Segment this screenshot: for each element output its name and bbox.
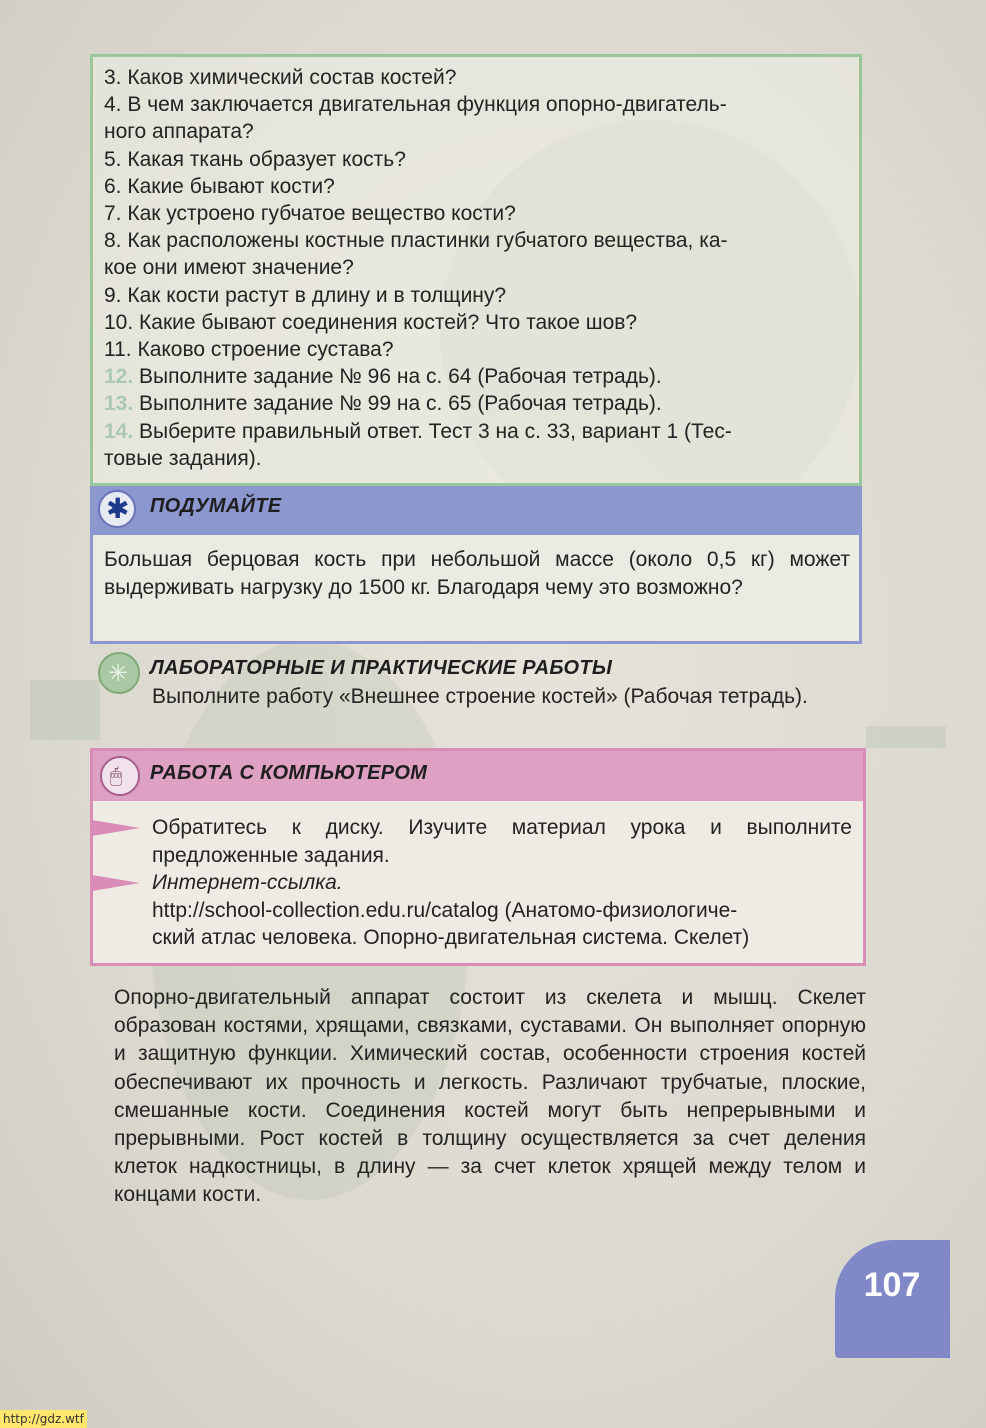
background-strip bbox=[866, 726, 946, 748]
page-number: 107 bbox=[863, 1266, 921, 1304]
question-item bbox=[104, 64, 854, 91]
question-text: Как расположены костные пластинки губчатого вещества, ка- bbox=[121, 229, 728, 253]
background-strip bbox=[30, 680, 100, 740]
question-item bbox=[104, 146, 854, 173]
lab-text: Выполните работу «Внешнее строение костей» (Рабочая тетрадь). bbox=[152, 685, 808, 708]
question-number: 8. bbox=[104, 229, 122, 253]
question-item bbox=[104, 363, 854, 390]
question-number: 14. bbox=[104, 419, 134, 443]
question-item bbox=[104, 309, 854, 336]
computer-item-disk: Обратитесь к диску. Изучите материал урока и выполните предложенные задания. bbox=[152, 816, 852, 867]
bullet-arrow-icon bbox=[92, 820, 140, 836]
question-text: Каков химический состав костей? bbox=[121, 66, 457, 89]
computer-text bbox=[152, 814, 852, 952]
question-number: 5. bbox=[104, 147, 122, 171]
question-item bbox=[104, 227, 854, 254]
internet-link-label: Интернет-ссылка. bbox=[152, 871, 343, 894]
question-text: Как устроено губчатое вещество кости? bbox=[121, 202, 516, 226]
internet-link-description: ский атлас человека. Опорно-двигательная система. Скелет) bbox=[152, 926, 750, 949]
question-item bbox=[104, 254, 854, 281]
computer-mouse-icon bbox=[100, 756, 140, 796]
think-icon bbox=[98, 490, 136, 528]
question-item bbox=[104, 91, 854, 118]
watermark-link[interactable]: http://gdz.wtf bbox=[0, 1410, 87, 1428]
question-number: 7. bbox=[104, 202, 122, 226]
lab-title: ЛАБОРАТОРНЫЕ И ПРАКТИЧЕСКИЕ РАБОТЫ bbox=[150, 657, 613, 679]
internet-link-line[interactable]: http://school-collection.edu.ru/catalog (Анатомо-физиологиче- bbox=[152, 898, 738, 922]
question-number: 12. bbox=[104, 365, 134, 389]
question-item bbox=[104, 200, 854, 227]
question-number: 11. bbox=[104, 338, 132, 362]
question-text: Каково строение сустава? bbox=[131, 338, 394, 362]
question-text: Выполните задание № 96 на с. 64 (Рабочая тетрадь). bbox=[133, 365, 662, 389]
question-number: 10. bbox=[104, 310, 134, 334]
question-item bbox=[104, 445, 854, 472]
question-text: Какая ткань образует кость? bbox=[121, 147, 406, 171]
questions-list bbox=[104, 64, 854, 472]
computer-title: РАБОТА С КОМПЬЮТЕРОМ bbox=[150, 762, 428, 784]
question-text: В чем заключается двигательная функция опорно-двигатель- bbox=[121, 93, 727, 117]
think-title: ПОДУМАЙТЕ bbox=[150, 495, 282, 517]
question-number: 4. bbox=[104, 93, 122, 117]
think-text: Большая берцовая кость при небольшой массе (около 0,5 кг) может выдерживать нагрузку до 1500 кг. Благодаря чему это возможно? bbox=[104, 548, 850, 599]
question-text: Какие бывают кости? bbox=[121, 174, 335, 198]
question-item bbox=[104, 390, 854, 417]
question-text: Какие бывают соединения костей? Что такое шов? bbox=[133, 310, 638, 334]
question-number: 6. bbox=[104, 174, 122, 198]
question-item bbox=[104, 282, 854, 309]
question-text: Как кости растут в длину и в толщину? bbox=[121, 283, 507, 307]
question-number: 9. bbox=[104, 283, 122, 307]
question-text: кое они имеют значение? bbox=[104, 256, 354, 280]
question-item bbox=[104, 418, 854, 445]
question-text: Выполните задание № 99 на с. 65 (Рабочая тетрадь). bbox=[133, 392, 662, 416]
question-number: 13. bbox=[104, 392, 134, 416]
question-item bbox=[104, 118, 854, 145]
question-text: ного аппарата? bbox=[104, 120, 254, 144]
summary-paragraph: Опорно-двигательный аппарат состоит из скелета и мышц. Скелет образован костями, хрящами, связками, суставами. Он выполняет опорную и защитную функции. Химический состав, особенности строения костей обеспечивают их прочность и легкость. Различают трубчатые, плоские, смешанные кости. Соединения костей могут быть непрерывными и прерывными. Рост костей в толщину осуществляется за счет деления клеток надкостницы, в длину — за счет клеток хрящей между телом и концами кости. bbox=[114, 986, 866, 1207]
question-text: Выберите правильный ответ. Тест 3 на с. 33, вариант 1 (Тес- bbox=[133, 419, 732, 443]
question-item bbox=[104, 336, 854, 363]
question-item bbox=[104, 173, 854, 200]
question-number: 3. bbox=[104, 66, 122, 89]
bullet-arrow-icon bbox=[92, 875, 140, 891]
lab-icon bbox=[98, 652, 140, 694]
question-text: товые задания). bbox=[104, 446, 262, 470]
